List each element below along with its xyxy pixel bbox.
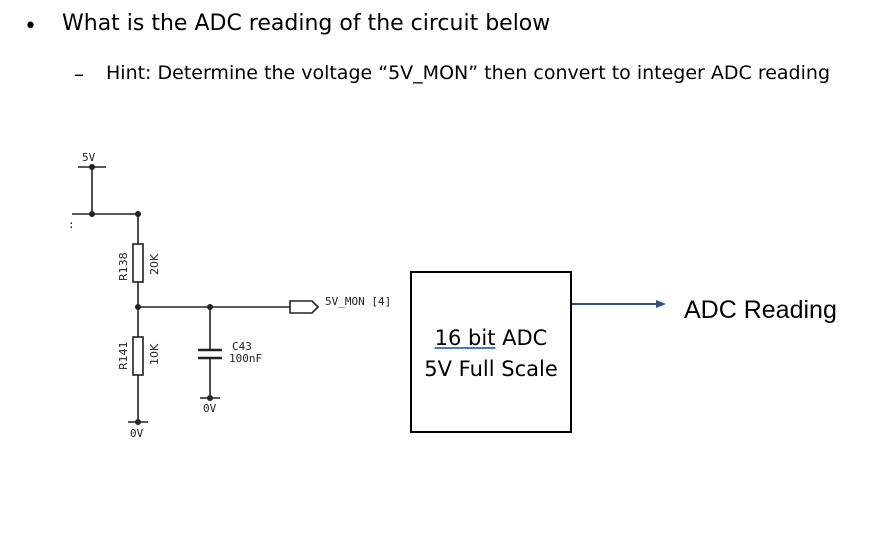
bullet-dot: • <box>24 14 37 39</box>
adc-reading-label: ADC Reading <box>684 296 837 324</box>
c43-value: 100nF <box>229 352 263 365</box>
junction-dot <box>207 395 213 401</box>
ground-cap-label: 0V <box>203 402 217 415</box>
junction-dot <box>89 164 95 170</box>
adc-title <box>412 326 570 350</box>
net-label-5v-mon: 5V_MON [4] <box>325 295 392 308</box>
hint-text: Hint: Determine the voltage “5V_MON” then convert to integer ADC reading <box>106 62 831 84</box>
adc-full-scale: 5V Full Scale <box>424 357 558 381</box>
hint-dash: – <box>74 62 84 86</box>
junction-dot <box>135 211 141 217</box>
junction-dot <box>135 419 141 425</box>
adc-label: ADC <box>495 326 548 350</box>
junction-dot <box>89 211 95 217</box>
net-flag <box>290 301 318 313</box>
adc-bits: 16 bit <box>434 326 496 350</box>
r141-body <box>133 337 143 375</box>
r141-value: 10K <box>148 343 161 365</box>
junction-dot <box>207 304 213 310</box>
r141-ref: R141 <box>117 341 130 370</box>
junction-dot <box>135 304 141 310</box>
r138-ref: R138 <box>117 252 130 281</box>
stray-mark: : <box>68 218 75 231</box>
adc-block <box>410 271 572 433</box>
c43-ref: C43 <box>232 340 252 353</box>
r138-body <box>133 244 143 282</box>
question-text: What is the ADC reading of the circuit below <box>62 11 551 36</box>
supply-label: 5V <box>82 151 96 164</box>
output-arrow-head <box>656 300 666 308</box>
ground-left-label: 0V <box>130 427 144 440</box>
r138-value: 20K <box>148 253 161 275</box>
